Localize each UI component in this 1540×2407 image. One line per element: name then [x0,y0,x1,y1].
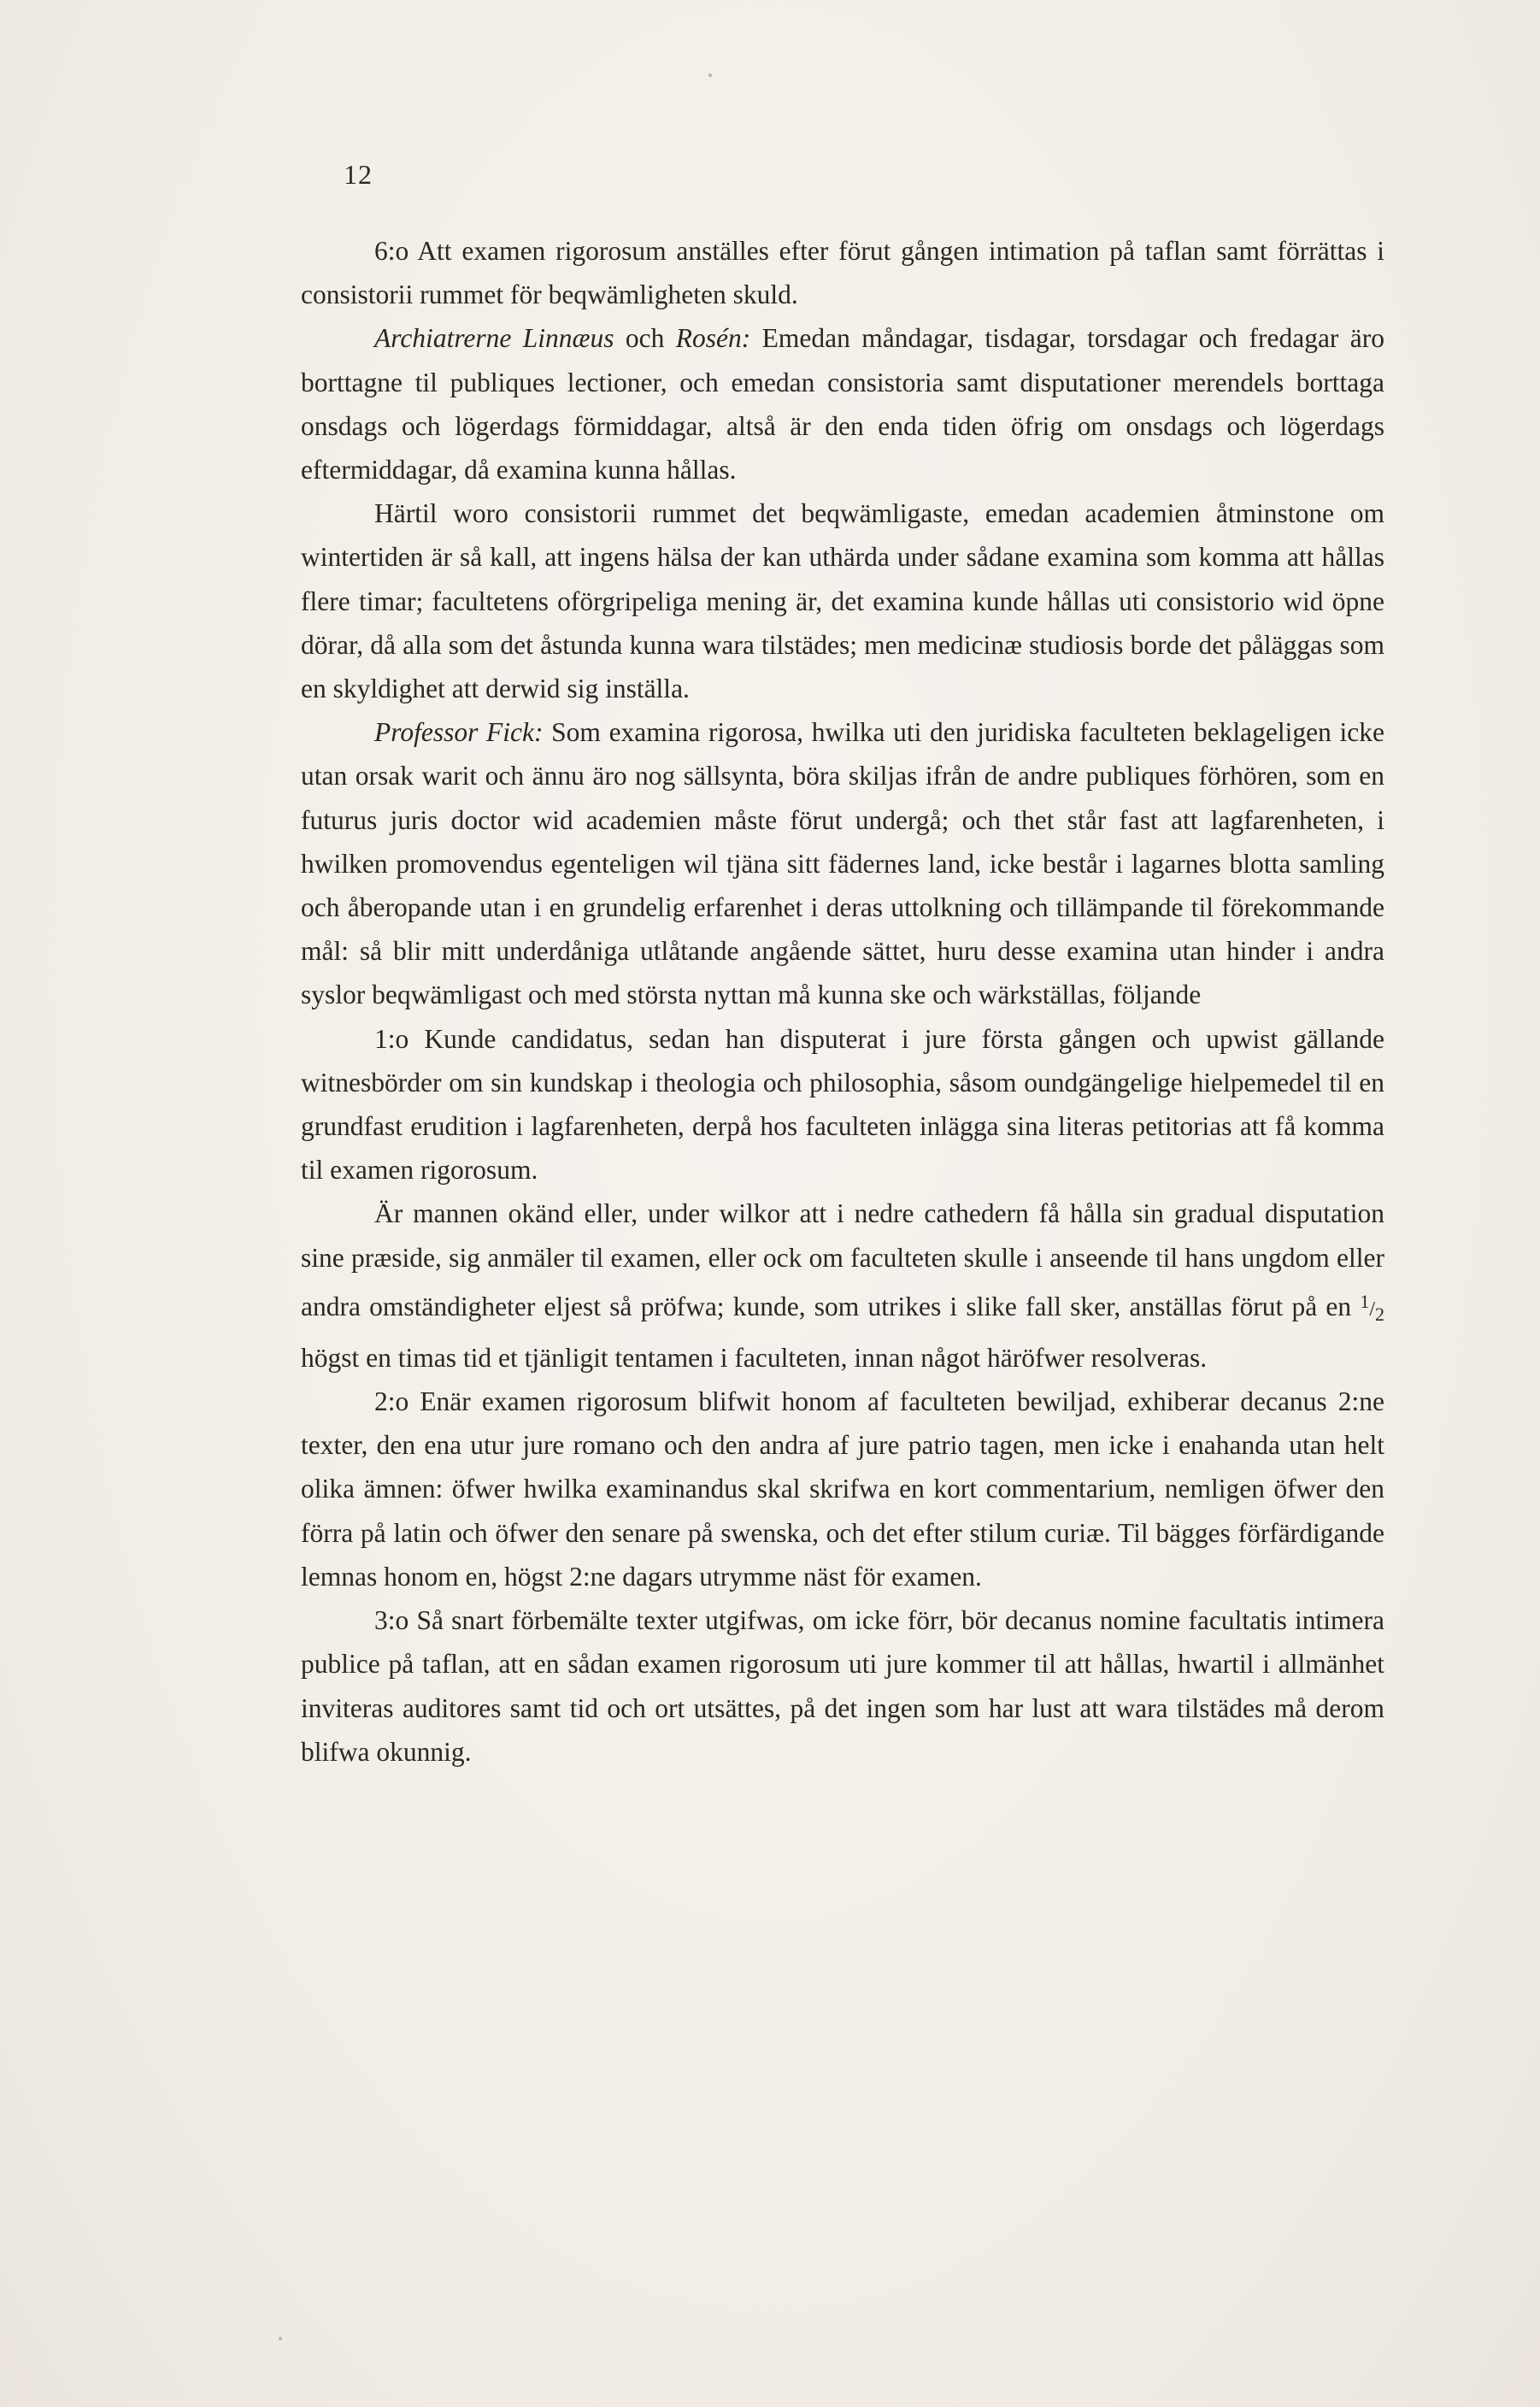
paragraph-text: Emedan måndagar, tisdagar, torsdagar och fredagar äro borttagne til publiques lectioner, och emedan consistoria samt disputationer merendels borttaga onsdags och lögerdags förmiddagar, altså är den enda tiden öfrig om onsdags och lögerdags eftermiddagar, då examina kunna hållas. [301,323,1385,486]
speaker-conjunction: och [614,323,676,354]
paragraph-fick [301,710,1384,1016]
paragraph-text: Som examina rigorosa, hwilka uti den juridiska faculteten beklageligen icke utan orsak warit och ännu äro nog sällsynta, böra skiljas ifrån de andre publiques förhören, som en futurus juris doctor wid academien måste förut undergå; och thet står fast att lagfarenheten, i hwilken promovendus egenteligen wil tjäna sitt fädernes land, icke består i lagarnes blotta samling och åberopande utan i en grundelig erfarenhet i deras uttolkning och tillämpande til förekommande mål: så blir mitt underdåniga utlåtande angående sättet, huru desse examina utan hinder i andra syslor beqwämligast och med största nyttan må kunna ske och wärkställas, följande [301,717,1384,1010]
paragraph-2o [301,1380,1384,1598]
fraction-denominator: 2 [1375,1303,1384,1325]
paragraph-text-continued: högst en timas tid et tjänligit tentamen i faculteten, innan något häröfwer resolveras. [301,1342,1208,1373]
paragraph-text: Härtil woro consistorii rummet det beqwämligaste, emedan academien åtminstone om wintertiden är så kall, att ingens hälsa der kan uthärda under sådane examina som komma att hållas flere timar; facultetens oförgripeliga mening är, det examina kunde hållas uti consistorio wid öpne dörar, då alla som det åstunda kunna wara tilstädes; men medicinæ studiosis borde det påläggas som en skyldighet att derwid sig inställa. [301,498,1384,704]
paragraph-hartil [301,491,1384,710]
paragraph-text: Är mannen okänd eller, under wilkor att i nedre cathedern få hålla sin gradual disputation sine præside, sig anmäler til examen, eller ock om faculteten skulle i anseende til hans ungdom eller andra omständigheter eljest så pröfwa; kunde, som utrikes i slike fall sker, anställas förut på en [301,1198,1384,1321]
paragraph-text: 6:o Att examen rigorosum anställes efter förut gången intimation på taflan samt förrättas i consistorii rummet för beqwämligheten skuld. [301,236,1384,310]
paragraph-3o [301,1598,1384,1774]
paper-speck [279,2337,282,2340]
paragraph-text: 1:o Kunde candidatus, sedan han disputerat i jure första gången och upwist gällande witnesbörder om sin kundskap i theologia och philosophia, såsom oundgängelige hielpemedel til en grundfast erudition i lagfarenheten, derpå hos faculteten inlägga sina literas petitorias att få komma til examen rigorosum. [301,1023,1384,1186]
fraction-numerator: 1 [1360,1290,1370,1312]
paragraph-archiatrerne [301,316,1384,491]
paragraph-text: 2:o Enär examen rigorosum blifwit honom af faculteten bewiljad, exhiberar decanus 2:ne texter, den ena utur jure romano och den andra af jure patrio tagen, men icke i enahanda utan helt olika ämnen: öfwer hwilka examinandus skal skrifwa en kort commentarium, nemligen öfwer den förra på latin och öfwer den senare på swenska, och det efter stilum curiæ. Til bägges förfärdigande lemnas honom en, högst 2:ne dagars utrymme näst för examen. [301,1386,1384,1592]
page-number: 12 [344,159,373,190]
paragraph-text: 3:o Så snart förbemälte texter utgifwas, om icke förr, bör decanus nomine facultatis intimera publice på taflan, att en sådan examen rigorosum uti jure kommer til att hållas, hwartil i allmänhet inviteras auditores samt tid och ort utsättes, på det ingen som har lust att wara tilstädes må derom blifwa okunnig. [301,1605,1384,1767]
speaker-name-2: Rosén: [675,323,751,354]
body-text [301,229,1384,1774]
paper-speck [708,74,712,77]
speaker-name: Professor Fick: [374,717,544,748]
fraction-half: $^1/_2$ [1360,1290,1384,1325]
paragraph-1o [301,1017,1384,1192]
speaker-name: Archiatrerne Linnæus [374,323,614,354]
paragraph-6o [301,229,1384,316]
paragraph-ar-mannen [301,1192,1384,1380]
